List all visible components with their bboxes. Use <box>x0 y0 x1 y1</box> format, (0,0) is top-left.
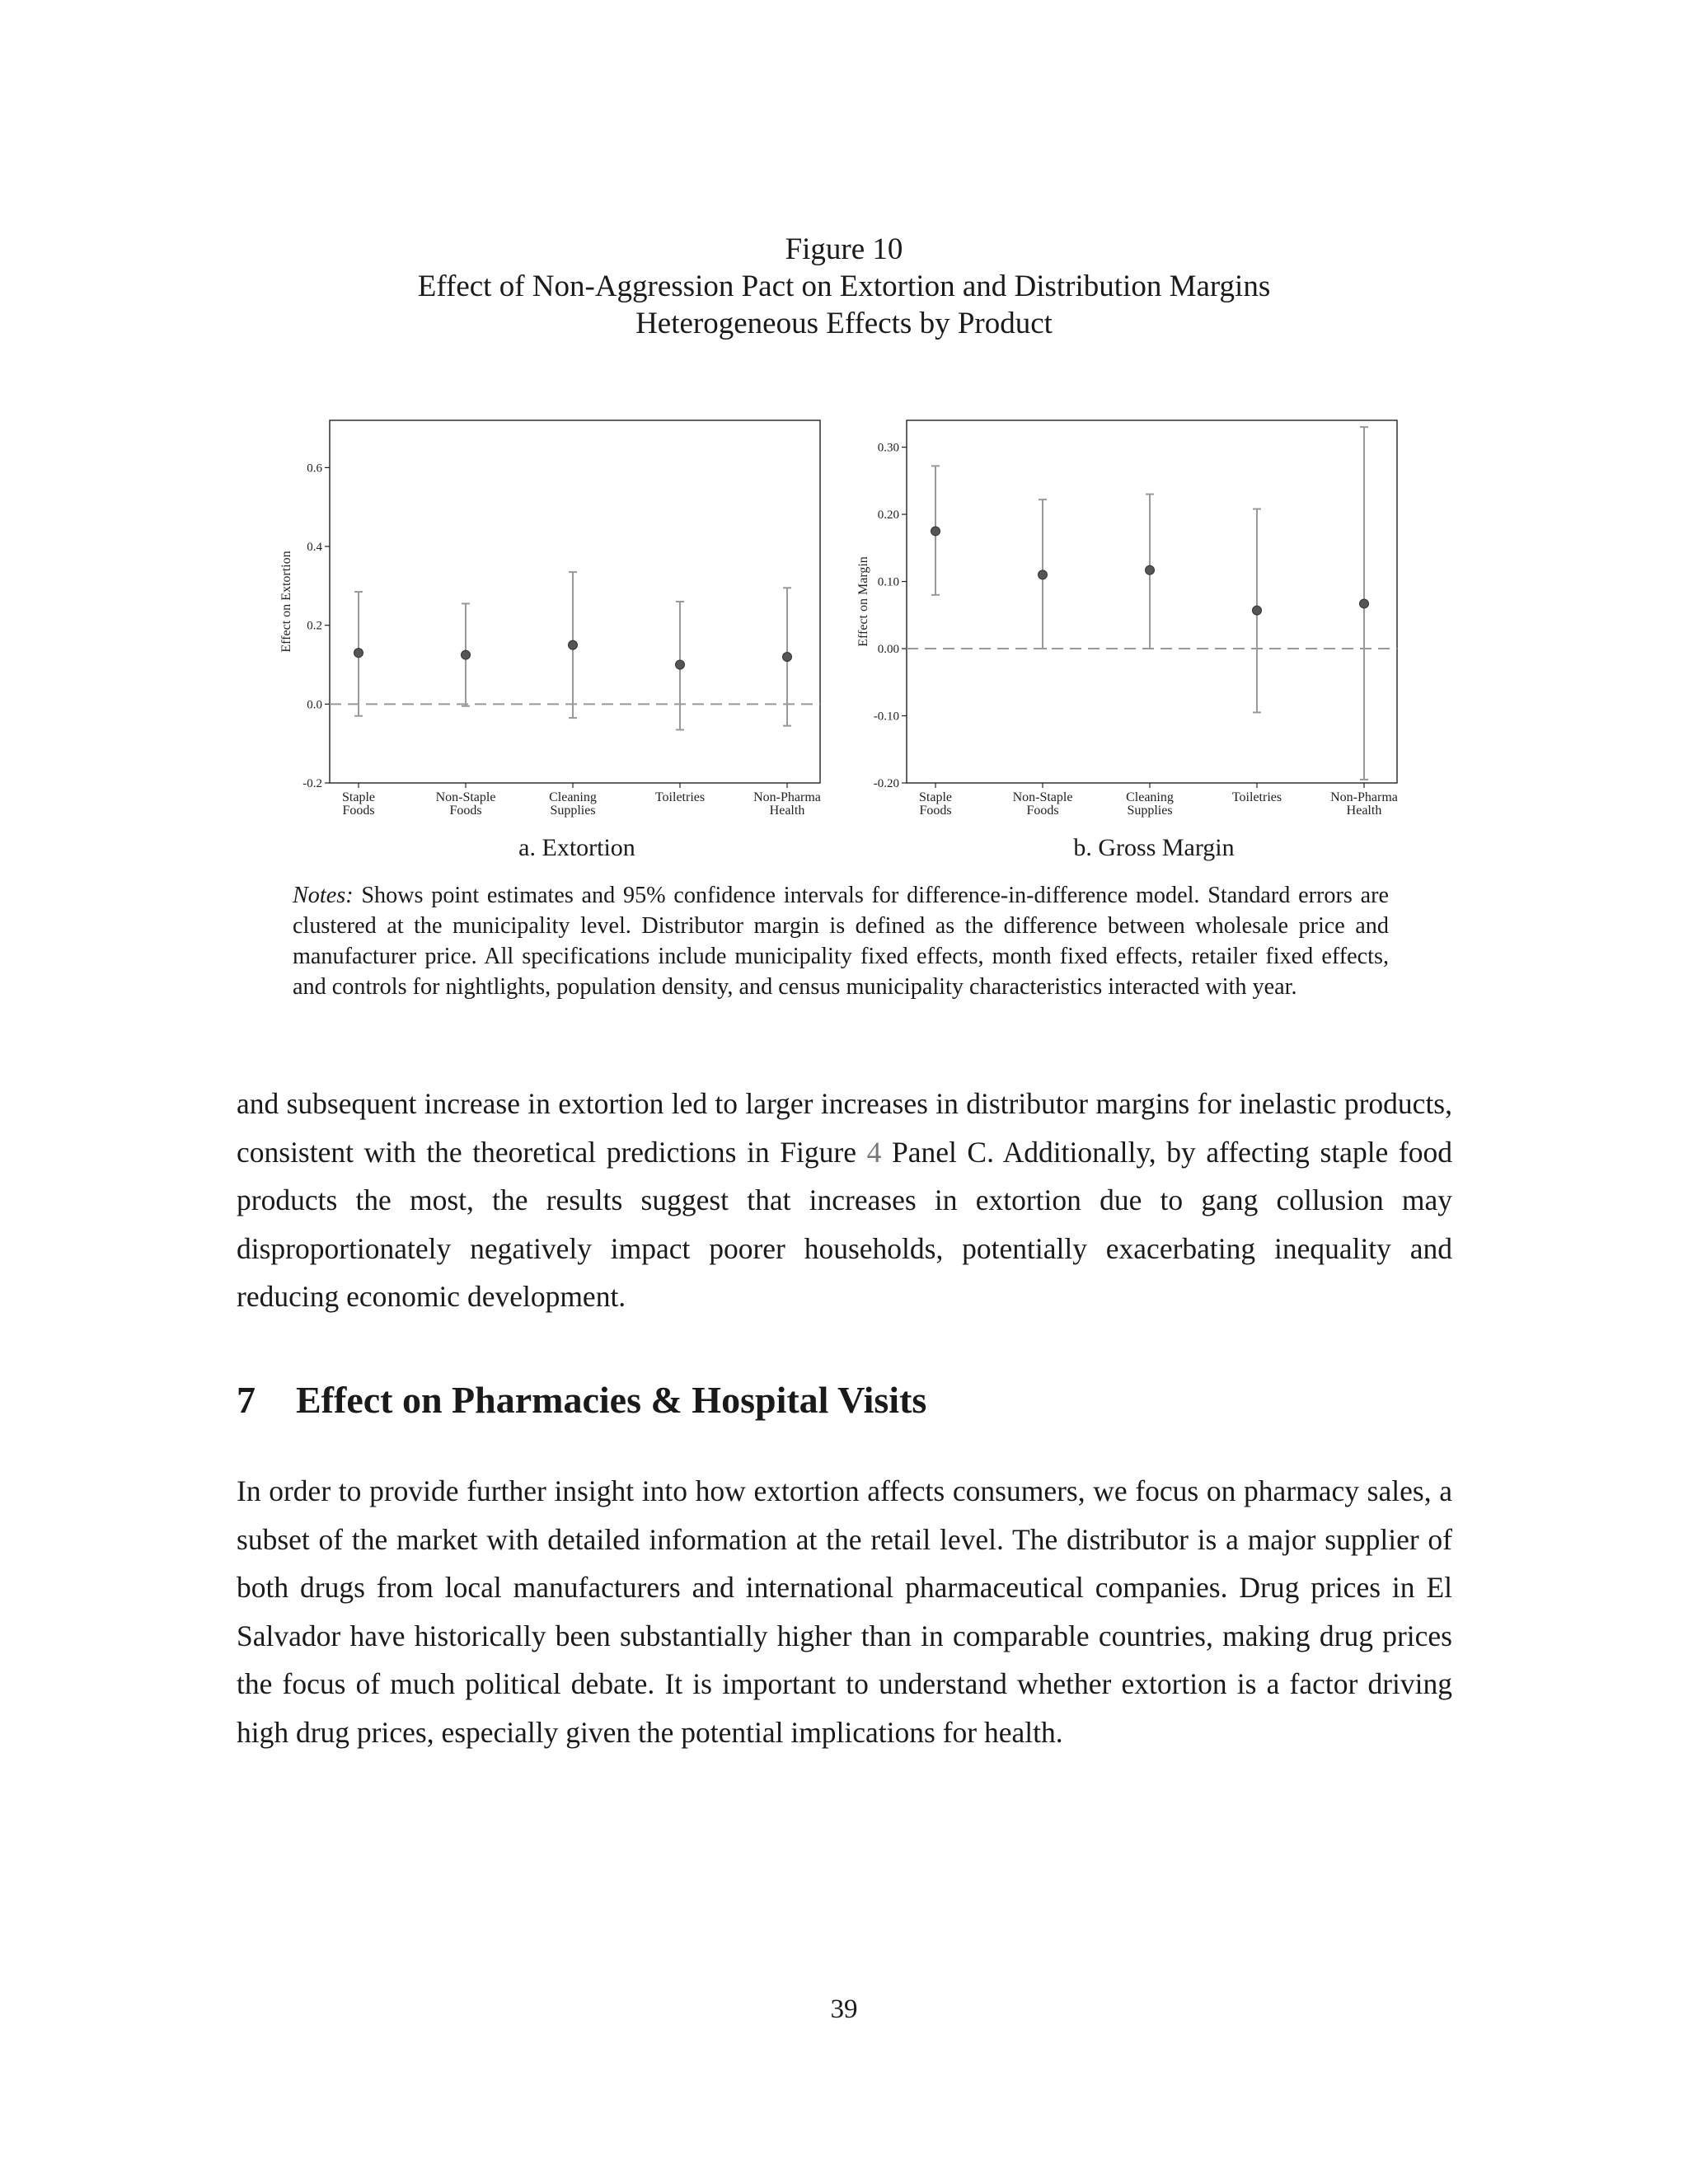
y-tick-label: -0.20 <box>873 777 899 790</box>
figure-subtitle: Heterogeneous Effects by Product <box>635 307 1053 340</box>
x-tick-label: Non-Staple <box>435 790 496 804</box>
paragraph-2 <box>237 1467 1452 1756</box>
point-estimate <box>569 640 578 649</box>
point-estimate <box>931 527 940 536</box>
y-tick-label: 0.00 <box>877 643 899 657</box>
point-estimate <box>1360 599 1369 608</box>
point-estimate <box>676 660 685 669</box>
x-tick-label: Foods <box>1026 804 1059 818</box>
point-estimate <box>462 650 471 659</box>
x-tick-label: Staple <box>342 790 375 804</box>
notes-label: Notes: <box>293 883 354 908</box>
x-tick-label: Non-Pharma <box>753 790 821 804</box>
y-tick-label: -0.10 <box>873 710 899 724</box>
x-tick-label: Cleaning <box>549 790 597 804</box>
plot-frame <box>907 420 1397 783</box>
point-estimate <box>783 652 792 661</box>
x-tick-label: Non-Staple <box>1012 790 1073 804</box>
paragraph-1-text-a: and subsequent increase in extortion led to larger increases in distributor margins for inelastic products, consistent with the theoretical predictions in Figure <box>237 1087 1452 1169</box>
x-tick-label: Foods <box>919 804 952 818</box>
y-axis-label: Effect on Extortion <box>279 551 293 653</box>
y-axis-label: Effect on Margin <box>856 556 870 647</box>
figure-number: Figure 10 <box>785 232 903 266</box>
y-tick-label: 0.6 <box>307 462 322 476</box>
y-tick-label: -0.2 <box>302 777 322 790</box>
y-tick-label: 0.0 <box>307 698 322 712</box>
section-title: Effect on Pharmacies & Hospital Visits <box>296 1379 927 1421</box>
figure-title: Effect of Non-Aggression Pact on Extortion and Distribution Margins <box>417 269 1271 303</box>
paragraph-1 <box>237 1080 1452 1321</box>
point-estimate <box>1146 565 1155 574</box>
panel-b-caption: b. Gross Margin <box>1073 834 1235 861</box>
y-tick-label: 0.20 <box>877 509 899 523</box>
extortion-chart <box>272 412 865 824</box>
paragraph-2-text: In order to provide further insight into how extortion affects consumers, we focus on pharmacy sales, a subset of the market with detailed information at the retail level. The distributor is a major supplier of both drugs from local manufacturers and international pharmaceutical companies. Drug prices in El Salvador have historically been substantially higher than in comparable countries, making drug prices the focus of much political debate. It is important to understand whether extortion is a factor driving high drug prices, especially given the potential implications for health. <box>237 1474 1452 1749</box>
point-estimate <box>354 649 363 658</box>
point-estimate <box>1253 606 1262 615</box>
section-heading <box>237 1378 926 1422</box>
x-tick-label: Foods <box>342 804 375 818</box>
gross-margin-chart <box>849 412 1442 824</box>
x-tick-label: Supplies <box>550 804 596 818</box>
panel-a-caption: a. Extortion <box>518 834 635 861</box>
page-number: 39 <box>830 1994 858 2024</box>
x-tick-label: Staple <box>919 790 952 804</box>
x-tick-label: Supplies <box>1127 804 1173 818</box>
figure-reference-link[interactable]: 4 <box>866 1135 882 1169</box>
paragraph-1-text-b: Panel C. Additionally, by affecting staple food products the most, the results suggest that increases in extortion due to gang collusion may disproportionately negatively impact poorer households, potentially exacerbating inequality and reducing economic development. <box>237 1135 1452 1313</box>
plot-frame <box>330 420 820 783</box>
figure-notes <box>293 880 1389 1002</box>
x-tick-label: Health <box>769 804 805 818</box>
notes-text: Shows point estimates and 95% confidence intervals for difference-in-difference model. Standard errors are clustered at the municipality level. Distributor margin is defined as the difference between wholesale price and manufacturer price. All specifications include municipality fixed effects, month fixed effects, retailer fixed effects, and controls for nightlights, population density, and census municipality characteristics interacted with year. <box>293 883 1390 1000</box>
y-tick-label: 0.10 <box>877 575 899 589</box>
point-estimate <box>1039 570 1048 579</box>
figure-heading <box>0 231 1688 342</box>
y-tick-label: 0.2 <box>307 619 322 633</box>
y-tick-label: 0.30 <box>877 441 899 455</box>
x-tick-label: Toiletries <box>1231 790 1282 804</box>
x-tick-label: Toiletries <box>654 790 706 804</box>
section-number: 7 <box>237 1379 256 1421</box>
x-tick-label: Foods <box>449 804 482 818</box>
y-tick-label: 0.4 <box>307 541 322 555</box>
x-tick-label: Cleaning <box>1126 790 1174 804</box>
x-tick-label: Non-Pharma <box>1330 790 1398 804</box>
x-tick-label: Health <box>1346 804 1382 818</box>
